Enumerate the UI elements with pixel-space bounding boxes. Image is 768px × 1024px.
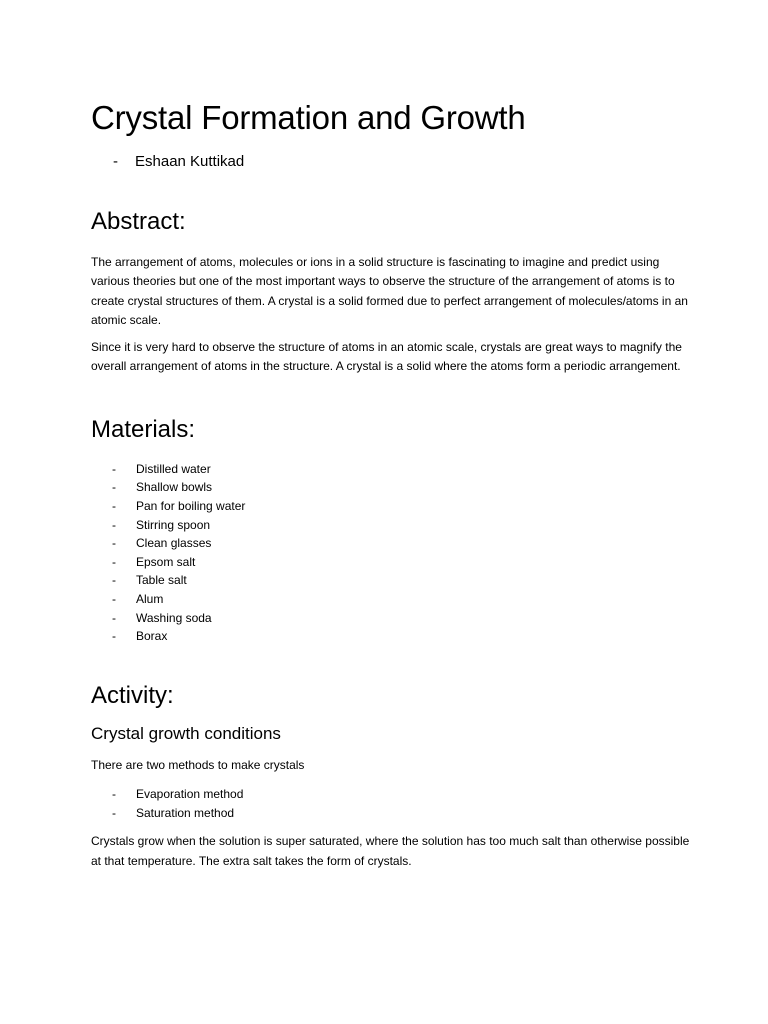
- list-bullet: -: [112, 805, 116, 820]
- activity-heading: Activity:: [91, 681, 174, 709]
- methods-intro: There are two methods to make crystals: [91, 757, 305, 772]
- list-bullet: -: [112, 480, 116, 495]
- material-item: Shallow bowls: [136, 480, 213, 495]
- document-content: [91, 96, 691, 871]
- material-item: Table salt: [136, 573, 187, 588]
- list-item: [91, 460, 691, 479]
- material-item: Borax: [136, 629, 168, 644]
- material-item: Clean glasses: [136, 536, 212, 551]
- material-item: Stirring spoon: [136, 517, 211, 532]
- document-title: Crystal Formation and Growth: [91, 99, 526, 136]
- method-item: Evaporation method: [136, 787, 244, 802]
- list-item: [91, 571, 691, 590]
- list-item: [91, 804, 691, 823]
- list-bullet: -: [112, 498, 116, 513]
- list-bullet: -: [112, 461, 116, 476]
- author-line: [91, 152, 691, 172]
- material-item: Pan for boiling water: [136, 498, 246, 513]
- author-name: Eshaan Kuttikad: [135, 153, 245, 170]
- author-dash: -: [113, 153, 118, 170]
- list-bullet: -: [112, 554, 116, 569]
- methods-list: [91, 785, 691, 822]
- list-bullet: -: [112, 517, 116, 532]
- crystal-growth-paragraph: Crystals grow when the solution is super saturated, where the solution has too much salt than otherwise possible at that temperature. The extra salt takes the form of crystals.: [91, 834, 690, 868]
- list-item: [91, 627, 691, 646]
- list-item: [91, 553, 691, 572]
- abstract-paragraph-1: The arrangement of atoms, molecules or ions in a solid structure is fascinating to imagine and predict using various theories but one of the most important ways to observe the structure of the arrangement of atoms is to create crystal structures of them. A crystal is a solid formed due to perfect arrangement of molecules/atoms in an atomic scale.: [91, 255, 688, 327]
- method-item: Saturation method: [136, 805, 235, 820]
- material-item: Distilled water: [136, 461, 211, 476]
- list-bullet: -: [112, 610, 116, 625]
- list-bullet: -: [112, 591, 116, 606]
- material-item: Alum: [136, 591, 164, 606]
- materials-heading: Materials:: [91, 415, 196, 443]
- abstract-heading: Abstract:: [91, 208, 186, 235]
- materials-list: [91, 460, 691, 646]
- list-item: [91, 785, 691, 804]
- crystal-growth-subheading: Crystal growth conditions: [91, 723, 281, 743]
- list-item: [91, 516, 691, 535]
- list-item: [91, 534, 691, 553]
- abstract-paragraph-2: Since it is very hard to observe the structure of atoms in an atomic scale, crystals are great ways to magnify the overall arrangement of atoms in the structure. A crystal is a solid where the atoms form a periodic arrangement.: [91, 340, 682, 374]
- material-item: Washing soda: [136, 610, 212, 625]
- list-item: [91, 609, 691, 628]
- list-bullet: -: [112, 573, 116, 588]
- list-item: [91, 590, 691, 609]
- list-bullet: -: [112, 787, 116, 802]
- list-bullet: -: [112, 536, 116, 551]
- material-item: Epsom salt: [136, 554, 196, 569]
- list-bullet: -: [112, 629, 116, 644]
- list-item: [91, 497, 691, 516]
- list-item: [91, 478, 691, 497]
